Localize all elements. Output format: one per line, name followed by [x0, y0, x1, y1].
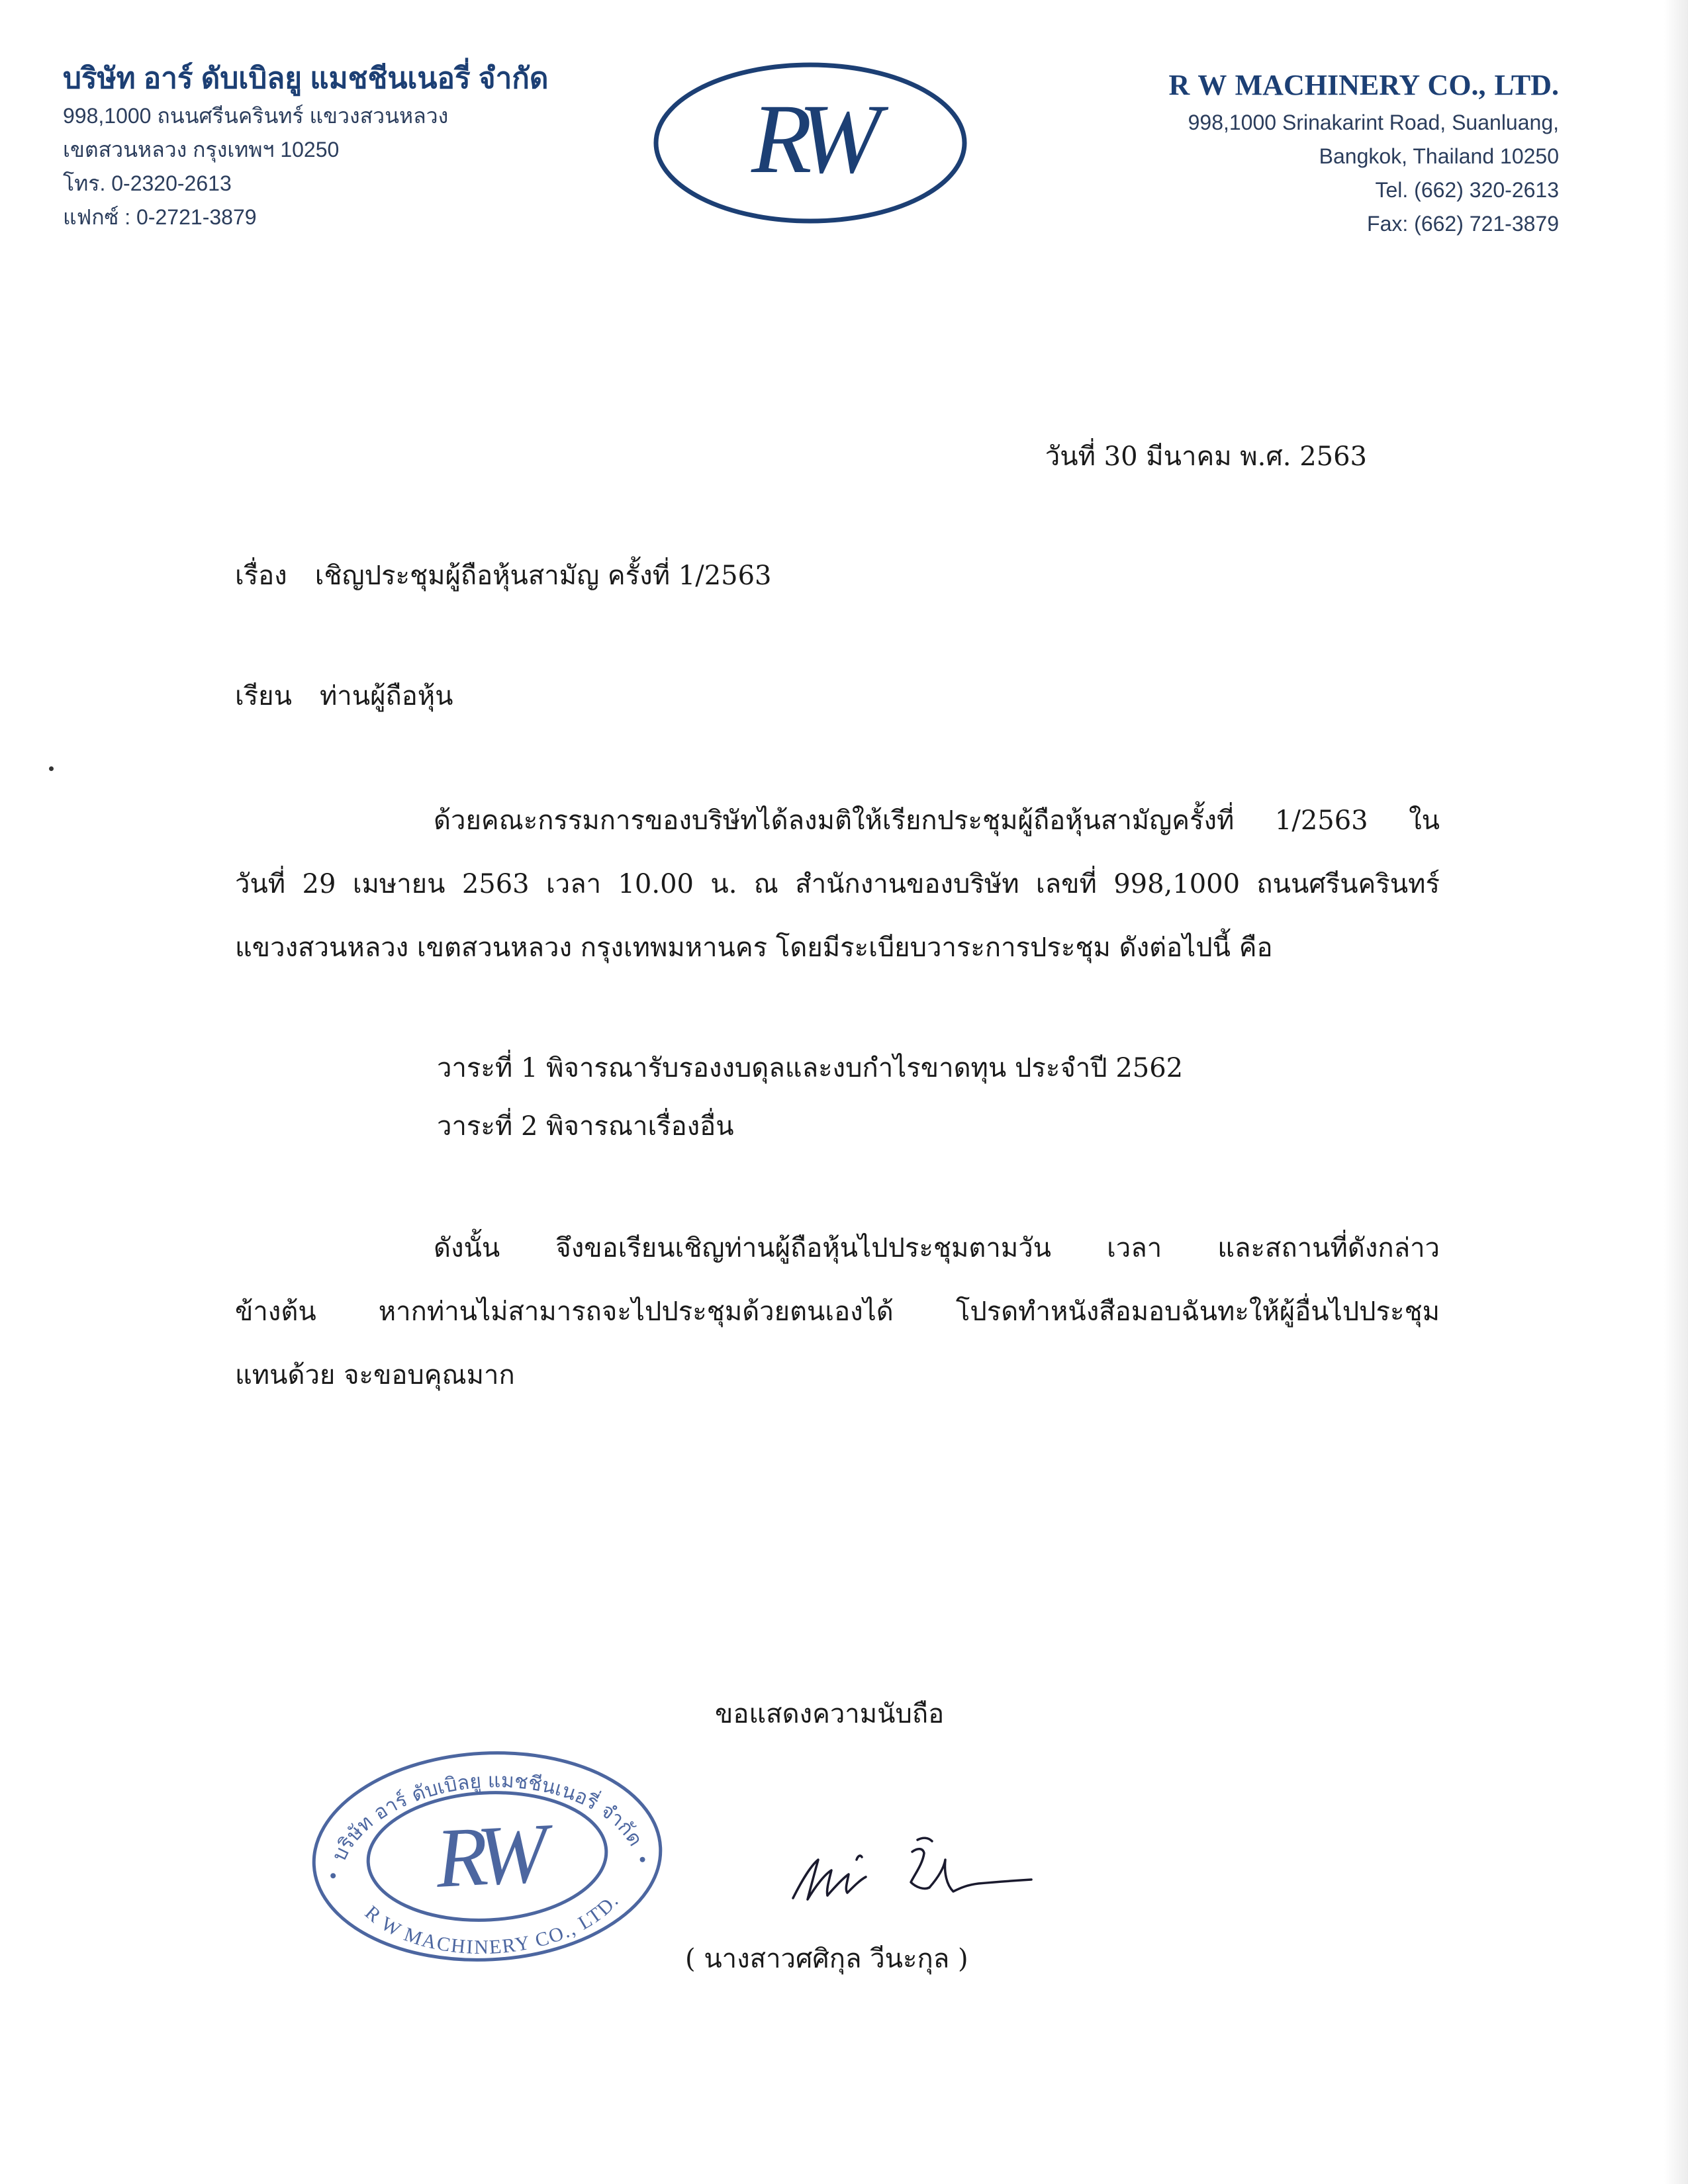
company-name-thai: บริษัท อาร์ ดับเบิลยู แมชชีนเนอรี่ จำกัด	[63, 62, 549, 95]
company-logo	[652, 61, 968, 225]
agenda-item: วาระที่ 2 พิจารณาเรื่องอื่น	[437, 1111, 734, 1142]
closing-salutation: ขอแสดงความนับถือ	[715, 1699, 945, 1729]
stamp-logo-text: RW	[434, 1806, 541, 1905]
signer-name: ( นางสาวศศิกุล วีนะกุล )	[685, 1944, 968, 1974]
paragraph-line: ด้วยคณะกรรมการของบริษัทได้ลงมติให้เรียกประชุมผู้ถือหุ้นสามัญครั้งที่ 1/2563 ใน	[434, 805, 1440, 836]
letterhead-english	[963, 65, 1559, 241]
body-paragraph-1	[235, 789, 1440, 979]
fax-english: Fax: (662) 721-3879	[1367, 212, 1559, 236]
recipient-label: เรียน	[235, 681, 292, 711]
company-seal-stamp	[306, 1747, 669, 1966]
recipient-line	[235, 676, 453, 716]
agenda-list	[437, 1039, 1183, 1156]
address-line-2-english: Bangkok, Thailand 10250	[1319, 144, 1559, 168]
stamp-top-text: บริษัท อาร์ ดับเบิลยู แมชชีนเนอรี่ จำกัด	[327, 1769, 647, 1865]
paragraph-line: แขวงสวนหลวง เขตสวนหลวง กรุงเทพมหานคร โดยมีระเบียบวาระการประชุม ดังต่อไปนี้ คือ	[235, 933, 1273, 963]
agenda-item: วาระที่ 1 พิจารณารับรองงบดุลและงบกำไรขาดทุน ประจำปี 2562	[437, 1053, 1184, 1083]
address-line-2-thai: เขตสวนหลวง กรุงเทพฯ 10250	[63, 138, 340, 161]
handwritten-signature	[788, 1833, 1039, 1919]
subject-label: เรื่อง	[235, 561, 287, 591]
fax-thai: แฟกซ์ : 0-2721-3879	[63, 205, 257, 229]
paragraph-line: วันที่ 29 เมษายน 2563 เวลา 10.00 น. ณ สำนักงานของบริษัท เลขที่ 998,1000 ถนนศรีนครินทร์	[235, 869, 1440, 899]
letterhead-thai	[63, 58, 659, 234]
phone-thai: โทร. 0-2320-2613	[63, 171, 232, 195]
recipient-text: ท่านผู้ถือหุ้น	[319, 681, 453, 711]
address-line-1-thai: 998,1000 ถนนศรีนครินทร์ แขวงสวนหลวง	[63, 104, 449, 128]
body-paragraph-2	[235, 1216, 1440, 1407]
phone-english: Tel. (662) 320-2613	[1375, 178, 1559, 202]
address-line-1-english: 998,1000 Srinakarint Road, Suanluang,	[1188, 111, 1559, 134]
page-edge-shadow	[1664, 0, 1688, 2184]
subject-text: เชิญประชุมผู้ถือหุ้นสามัญ ครั้งที่ 1/2563	[314, 561, 772, 591]
logo-text: RW	[751, 84, 869, 194]
paragraph-line: ข้างต้น หากท่านไม่สามารถจะไปประชุมด้วยตนเองได้ โปรดทำหนังสือมอบฉันทะให้ผู้อื่นไปประชุม	[235, 1297, 1440, 1327]
letter-date: วันที่ 30 มีนาคม พ.ศ. 2563	[1045, 441, 1367, 472]
scan-speck	[49, 766, 54, 771]
company-name-english: R W MACHINERY CO., LTD.	[1168, 69, 1559, 101]
paragraph-line: ดังนั้น จึงขอเรียนเชิญท่านผู้ถือหุ้นไปประชุมตามวัน เวลา และสถานที่ดังกล่าว	[434, 1233, 1440, 1263]
subject-line	[235, 556, 772, 596]
stamp-bottom-text: R W MACHINERY CO., LTD.	[360, 1889, 624, 1958]
paragraph-line: แทนด้วย จะขอบคุณมาก	[235, 1360, 515, 1390]
